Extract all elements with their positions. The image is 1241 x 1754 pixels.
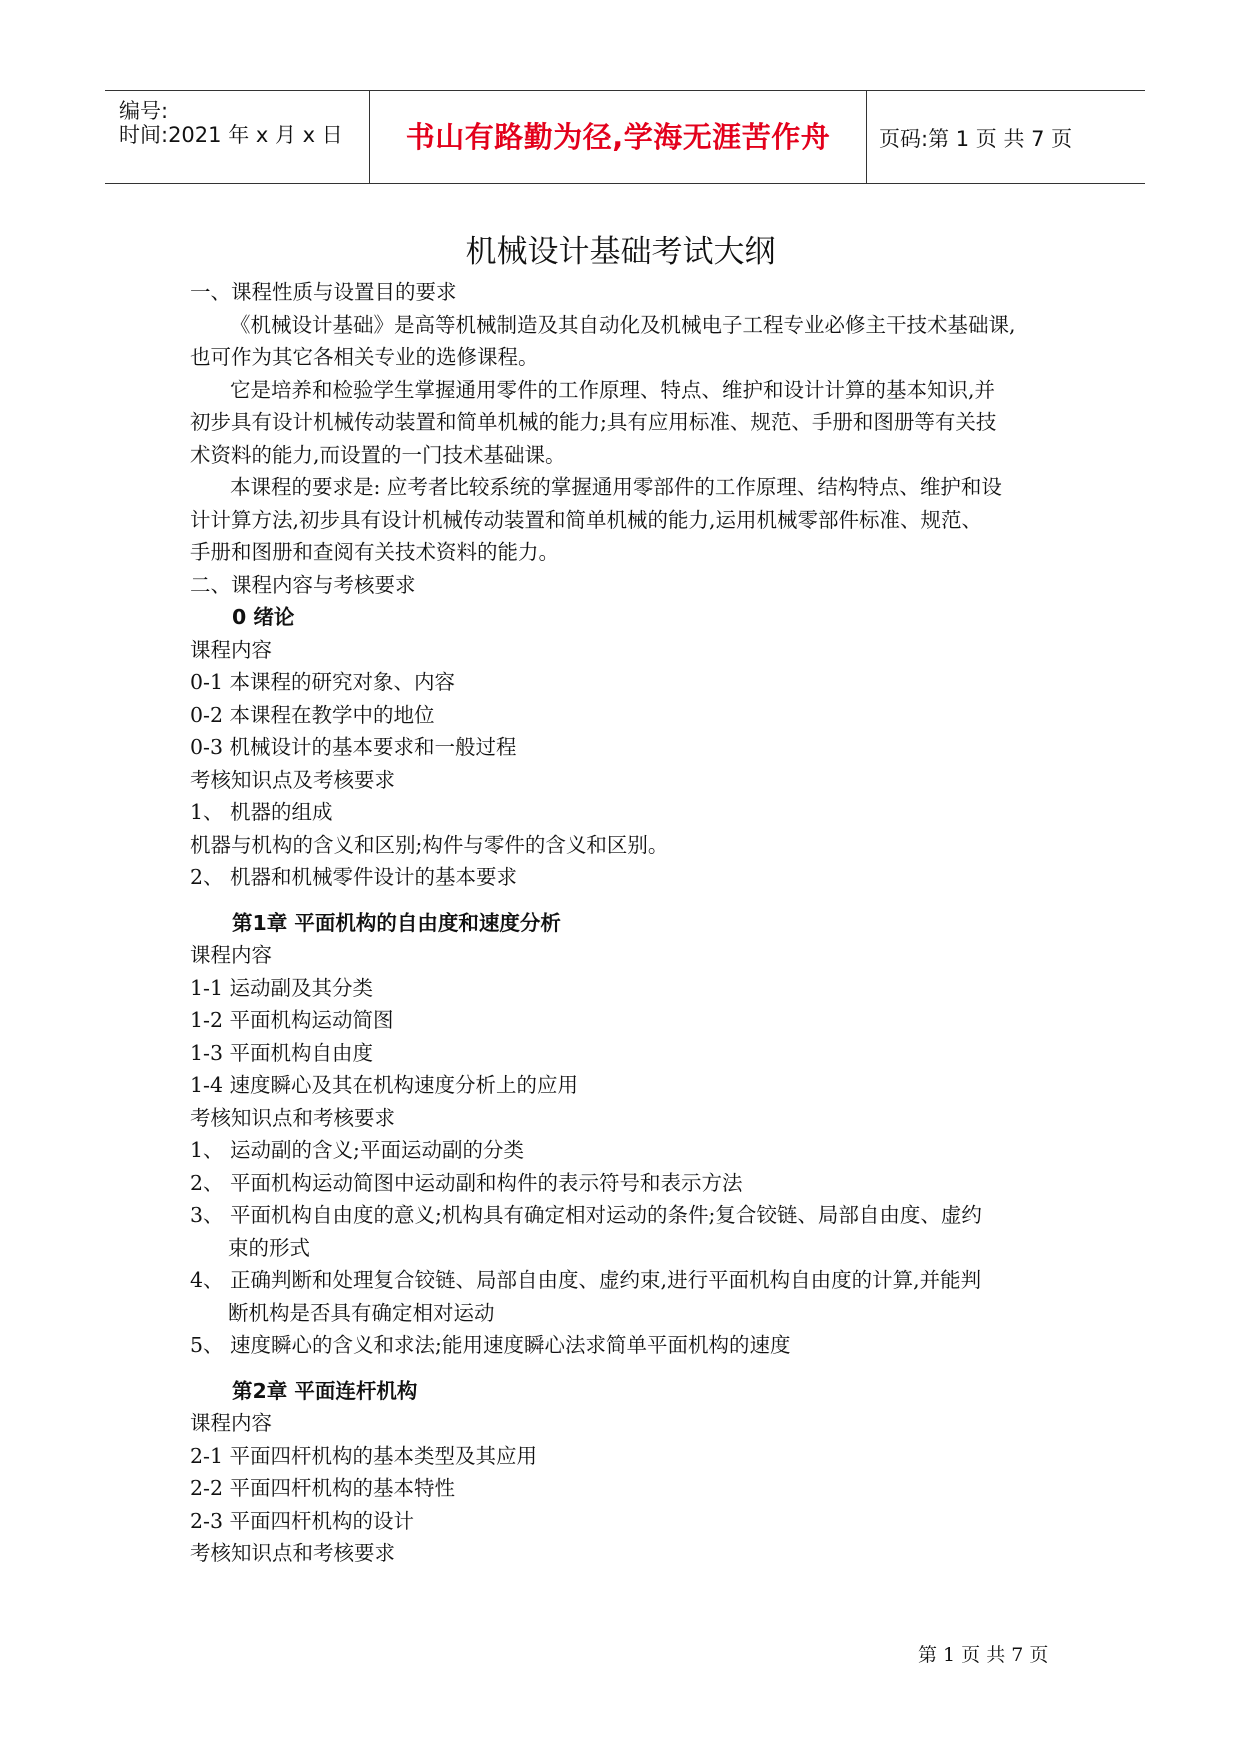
header-left-cell: [105, 91, 370, 183]
list-item: 0-1 本课程的研究对象、内容: [190, 670, 456, 694]
document-title: 机械设计基础考试大纲: [465, 234, 776, 270]
subheading: 课程内容: [190, 637, 272, 662]
paragraph-line: 术资料的能力,而设置的一门技术基础课。: [190, 442, 566, 467]
list-item: 5、 速度瞬心的含义和求法;能用速度瞬心法求简单平面机构的速度: [190, 1333, 791, 1357]
subheading: 课程内容: [190, 943, 272, 967]
chapter-heading: 第1章 平面机构的自由度和速度分析: [232, 910, 561, 935]
paragraph-line: 初步具有设计机械传动装置和简单机械的能力;具有应用标准、规范、手册和图册等有关技: [190, 410, 997, 434]
subheading: 课程内容: [190, 1411, 272, 1435]
paragraph-line: 机器与机构的含义和区别;构件与零件的含义和区别。: [190, 832, 669, 857]
list-item: 1、 运动副的含义;平面运动副的分类: [190, 1138, 524, 1162]
list-item: 0-3 机械设计的基本要求和一般过程: [190, 735, 517, 759]
subheading: 考核知识点和考核要求: [190, 1541, 395, 1565]
header-page-cell: [867, 91, 1145, 183]
document-time-label: 时间:2021 年 x 月 x 日: [119, 123, 343, 147]
section-heading: 一、课程性质与设置目的要求: [190, 280, 457, 304]
list-item: 1-4 速度瞬心及其在机构速度分析上的应用: [190, 1073, 579, 1097]
header-motto-cell: [370, 91, 867, 183]
list-item: 1-3 平面机构自由度: [190, 1040, 374, 1065]
subheading: 考核知识点及考核要求: [190, 767, 395, 792]
motto-text: 书山有路勤为径,学海无涯苦作舟: [405, 120, 831, 154]
section-heading: 二、课程内容与考核要求: [190, 572, 416, 597]
document-body: [190, 276, 1070, 1570]
list-item: 4、 正确判断和处理复合铰链、局部自由度、虚约束,进行平面机构自由度的计算,并能判: [190, 1268, 982, 1292]
list-item: 2、 平面机构运动简图中运动副和构件的表示符号和表示方法: [190, 1170, 743, 1195]
header-page-number: 页码:第 1 页 共 7 页: [879, 127, 1073, 151]
list-item: 1-1 运动副及其分类: [190, 975, 374, 1000]
paragraph-line: 也可作为其它各相关专业的选修课程。: [190, 345, 539, 369]
document-number-label: 编号:: [119, 99, 169, 123]
subheading: 考核知识点和考核要求: [190, 1105, 395, 1130]
list-item: 2、 机器和机械零件设计的基本要求: [190, 865, 518, 889]
paragraph-line: 计计算方法,初步具有设计机械传动装置和简单机械的能力,运用机械零部件标准、规范、: [190, 507, 983, 532]
list-item: 2-1 平面四杆机构的基本类型及其应用: [190, 1443, 538, 1468]
list-item: 1、 机器的组成: [190, 800, 333, 824]
chapter-heading: 第2章 平面连杆机构: [232, 1378, 418, 1403]
chapter-heading: 0 绪论: [232, 605, 295, 629]
header-table: [105, 90, 1145, 184]
paragraph-line: 它是培养和检验学生掌握通用零件的工作原理、特点、维护和设计计算的基本知识,并: [230, 377, 996, 402]
paragraph-line: 手册和图册和查阅有关技术资料的能力。: [190, 540, 559, 564]
list-item-continuation: 断机构是否具有确定相对运动: [228, 1300, 495, 1325]
paragraph-line: 《机械设计基础》是高等机械制造及其自动化及机械电子工程专业必修主干技术基础课,: [230, 312, 1016, 337]
list-item: 2-2 平面四杆机构的基本特性: [190, 1476, 456, 1500]
list-item: 2-3 平面四杆机构的设计: [190, 1508, 415, 1533]
paragraph-line: 本课程的要求是: 应考者比较系统的掌握通用零部件的工作原理、结构特点、维护和设: [230, 475, 1002, 499]
list-item: 3、 平面机构自由度的意义;机构具有确定相对运动的条件;复合铰链、局部自由度、虚约: [190, 1203, 982, 1227]
list-item: 1-2 平面机构运动简图: [190, 1008, 394, 1032]
list-item: 0-2 本课程在教学中的地位: [190, 702, 435, 727]
list-item-continuation: 束的形式: [228, 1235, 310, 1260]
footer-page-number: 第 1 页 共 7 页: [918, 1644, 1049, 1666]
